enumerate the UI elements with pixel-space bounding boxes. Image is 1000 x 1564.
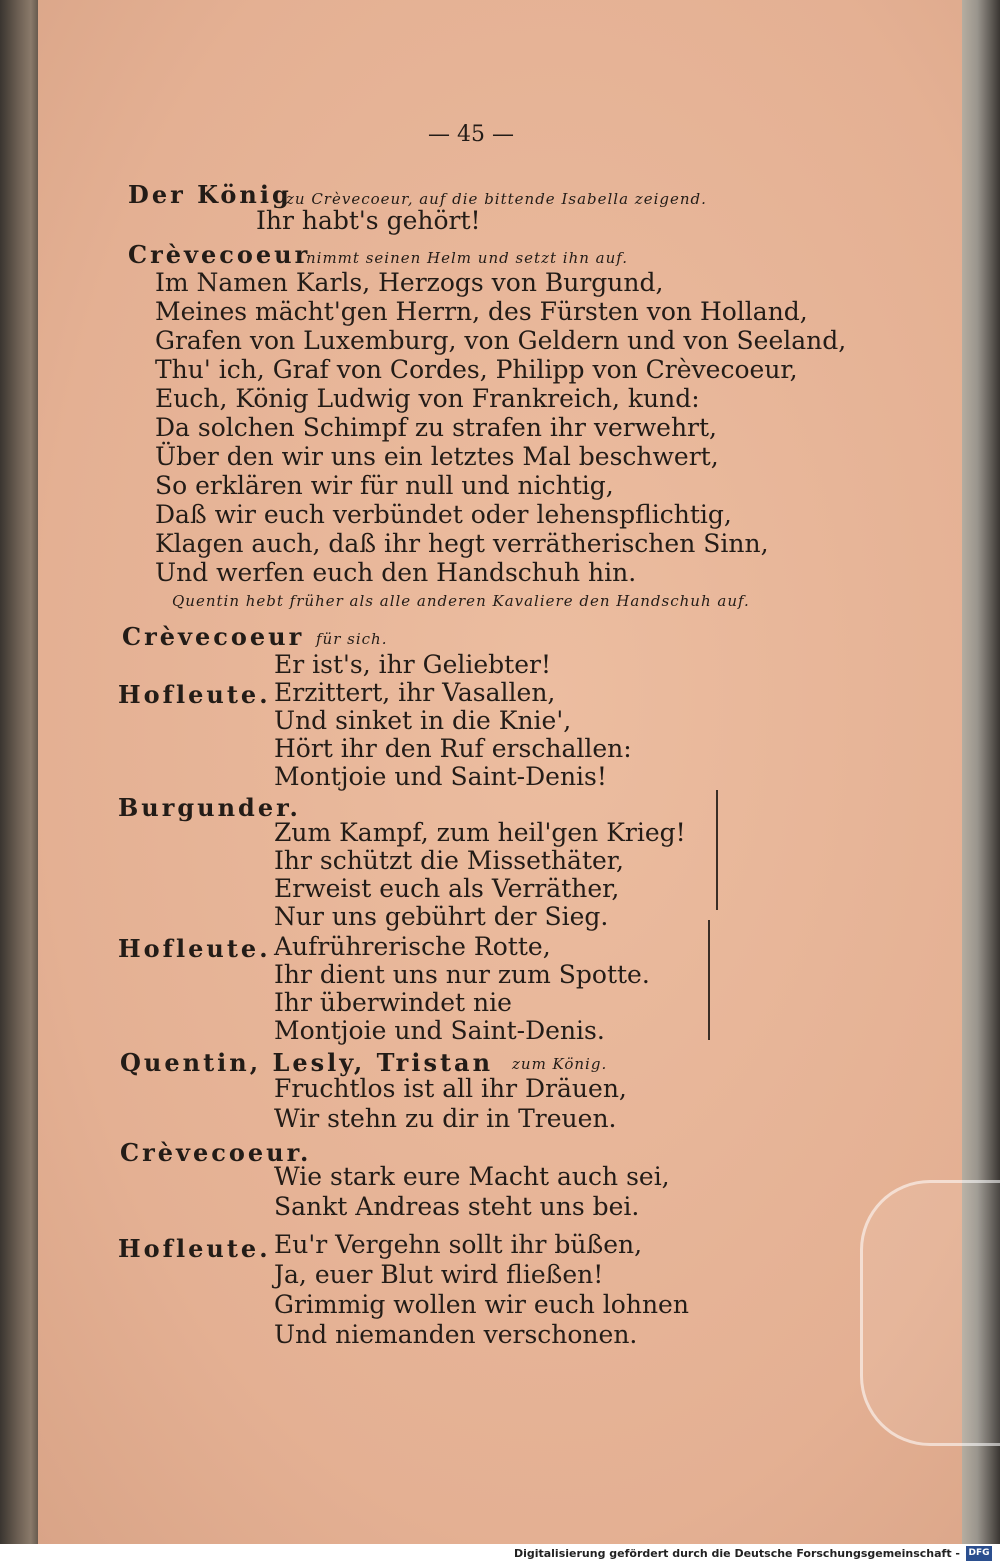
verse-line: Grimmig wollen wir euch lohnen	[274, 1290, 689, 1319]
verse-line: Zum Kampf, zum heil'gen Krieg!	[274, 818, 686, 847]
page-clip	[860, 1180, 1000, 1446]
verse-line: Und werfen euch den Handschuh hin.	[155, 558, 637, 587]
page-number: — 45 —	[428, 122, 514, 147]
stage-direction: zum König.	[512, 1055, 608, 1073]
verse-line: Aufrührerische Rotte,	[274, 932, 551, 961]
speaker-name: Der König	[128, 180, 292, 209]
speaker-name: Hofleute.	[118, 934, 271, 963]
speaker-name: Hofleute.	[118, 1234, 271, 1263]
bracket-upper	[708, 790, 718, 910]
verse-line: Eu'r Vergehn sollt ihr büßen,	[274, 1230, 643, 1259]
stage-direction: zu Crèvecoeur, auf die bittende Isabella zeigend.	[286, 190, 707, 208]
verse-line: So erklären wir für null und nichtig,	[155, 471, 614, 500]
footer-bar	[0, 1544, 1000, 1564]
verse-line: Grafen von Luxemburg, von Geldern und von Seeland,	[155, 326, 847, 355]
verse-line: Ihr schützt die Missethäter,	[274, 846, 624, 875]
verse-line: Und niemanden verschonen.	[274, 1320, 638, 1349]
verse-line: Über den wir uns ein letztes Mal beschwert,	[155, 442, 719, 471]
stage-direction: für sich.	[316, 630, 388, 648]
verse-line: Wir stehn zu dir in Treuen.	[274, 1104, 617, 1133]
verse-line: Euch, König Ludwig von Frankreich, kund:	[155, 384, 700, 413]
verse-line: Klagen auch, daß ihr hegt verrätherischen Sinn,	[155, 529, 769, 558]
verse-line: Montjoie und Saint-Denis.	[274, 1016, 605, 1045]
verse-line: Ihr überwindet nie	[274, 988, 512, 1017]
stage-direction: Quentin hebt früher als alle anderen Kavaliere den Handschuh auf.	[172, 592, 750, 610]
verse-line: Ihr habt's gehört!	[256, 206, 481, 235]
verse-line: Erweist euch als Verräther,	[274, 874, 620, 903]
speaker-name: Burgunder.	[118, 793, 301, 822]
verse-line: Daß wir euch verbündet oder lehenspflichtig,	[155, 500, 732, 529]
verse-line: Ja, euer Blut wird fließen!	[274, 1260, 604, 1289]
verse-line: Hört ihr den Ruf erschallen:	[274, 734, 632, 763]
speaker-name: Crèvecoeur.	[120, 1138, 312, 1167]
speaker-name: Crèvecoeur	[128, 240, 311, 269]
verse-line: Montjoie und Saint-Denis!	[274, 762, 607, 791]
speaker-name: Quentin, Lesly, Tristan	[120, 1048, 494, 1077]
footer-credit: Digitalisierung gefördert durch die Deutsche Forschungsgemeinschaft -	[513, 1547, 960, 1560]
verse-line: Ihr dient uns nur zum Spotte.	[274, 960, 650, 989]
verse-line: Da solchen Schimpf zu strafen ihr verwehrt,	[155, 413, 717, 442]
verse-line: Fruchtlos ist all ihr Dräuen,	[274, 1074, 627, 1103]
dfg-logo: DFG	[966, 1546, 992, 1561]
stage-direction: nimmt seinen Helm und setzt ihn auf.	[306, 249, 629, 267]
verse-line: Nur uns gebührt der Sieg.	[274, 902, 609, 931]
verse-line: Erzittert, ihr Vasallen,	[274, 678, 556, 707]
verse-line: Meines mächt'gen Herrn, des Fürsten von Holland,	[155, 297, 808, 326]
verse-line: Er ist's, ihr Geliebter!	[274, 650, 552, 679]
speaker-name: Hofleute.	[118, 680, 271, 709]
bracket-lower	[700, 920, 710, 1040]
verse-line: Und sinket in die Knie',	[274, 706, 572, 735]
verse-line: Im Namen Karls, Herzogs von Burgund,	[155, 268, 664, 297]
speaker-name: Crèvecoeur	[122, 622, 305, 651]
verse-line: Sankt Andreas steht uns bei.	[274, 1192, 640, 1221]
verse-line: Wie stark eure Macht auch sei,	[274, 1162, 670, 1191]
verse-line: Thu' ich, Graf von Cordes, Philipp von Crèvecoeur,	[155, 355, 798, 384]
